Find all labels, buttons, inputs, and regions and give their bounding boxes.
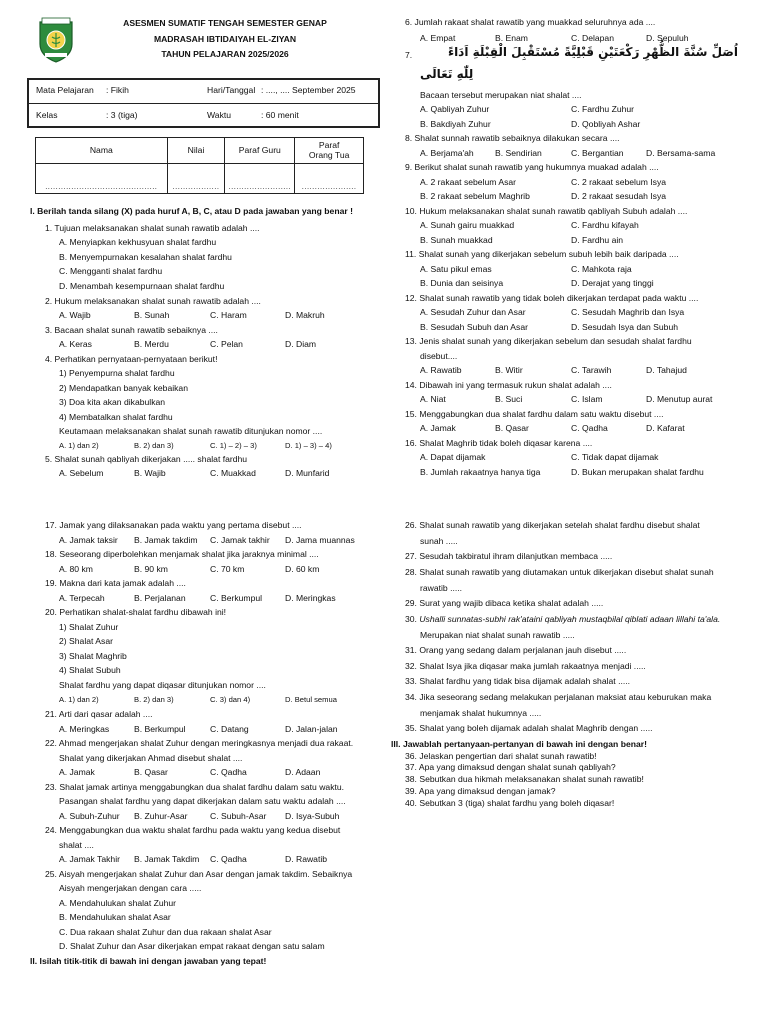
q11-option-a[interactable]: A. Satu pikul emas: [420, 264, 492, 274]
q10-option-a[interactable]: A. Sunah gairu muakkad: [420, 220, 515, 230]
q15-option-c[interactable]: C. Qadha: [571, 423, 608, 433]
q23-option-b[interactable]: B. Zuhur-Asar: [134, 811, 188, 821]
q20-statement-4: 4) Shalat Subuh: [59, 665, 121, 675]
grade-table: [35, 137, 364, 194]
q15-option-d[interactable]: D. Kafarat: [646, 423, 685, 433]
q24-option-a[interactable]: A. Jamak Takhir: [59, 854, 120, 864]
q4-prompt: Keutamaan melaksanakan shalat sunah rawatib ditunjukan nomor ....: [59, 426, 323, 436]
score-header: Nilai: [167, 138, 225, 164]
question-11: 11. Shalat sunah yang dikerjakan sebelum subuh lebih baik daripada ....: [405, 249, 679, 259]
date-label: Hari/Tanggal: [207, 85, 256, 95]
question-23-cont: Pasangan shalat fardhu yang dapat dikerjakan dalam satu waktu adalah ....: [59, 796, 346, 806]
q7-option-d[interactable]: D. Qobliyah Ashar: [571, 119, 641, 129]
q22-option-b[interactable]: B. Qasar: [134, 767, 168, 777]
question-13-cont: disebut....: [420, 351, 458, 361]
q8-option-d[interactable]: D. Bersama-sama: [646, 148, 716, 158]
q13-option-c[interactable]: C. Tarawih: [571, 365, 612, 375]
parent-sign-blank[interactable]: .....................: [295, 164, 364, 194]
q6-option-a[interactable]: A. Empat: [420, 33, 456, 43]
question-23: 23. Shalat jamak artinya menggabungkan dua shalat fardhu dalam satu waktu.: [45, 782, 345, 792]
question-21: 21. Arti dari qasar adalah ....: [45, 709, 153, 719]
q14-option-a[interactable]: A. Niat: [420, 394, 446, 404]
q4-statement-4: 4) Membatalkan shalat fardhu: [59, 412, 173, 422]
date-value: : ...., .... September 2025: [261, 85, 356, 95]
q18-option-c[interactable]: C. 70 km: [210, 564, 245, 574]
question-2: 2. Hukum melaksanakan shalat sunah rawatib adalah ....: [45, 296, 261, 306]
q12-option-a[interactable]: A. Sesudah Zuhur dan Asar: [420, 307, 526, 317]
time-label: Waktu: [207, 110, 232, 120]
question-17: 17. Jamak yang dilaksanakan pada waktu yang pertama disebut ....: [45, 520, 302, 530]
q17-option-a[interactable]: A. Jamak taksir: [59, 535, 118, 545]
q13-option-d[interactable]: D. Tahajud: [646, 365, 687, 375]
q9-option-a[interactable]: A. 2 rakaat sebelum Asar: [420, 177, 517, 187]
q1-option-c[interactable]: C. Mengganti shalat fardhu: [59, 266, 163, 276]
q12-option-c[interactable]: C. Sesudah Maghrib dan Isya: [571, 307, 685, 317]
q25-option-b[interactable]: B. Mendahulukan shalat Asar: [59, 912, 171, 922]
q23-option-a[interactable]: A. Subuh-Zuhur: [59, 811, 120, 821]
class-label: Kelas: [36, 110, 58, 120]
q18-option-d[interactable]: D. 60 km: [285, 564, 320, 574]
q15-option-a[interactable]: A. Jamak: [420, 423, 456, 433]
question-34-cont: menjamak shalat hukumnya .....: [420, 708, 542, 718]
q13-option-a[interactable]: A. Rawatib: [420, 365, 462, 375]
q5-option-a[interactable]: A. Sebelum: [59, 468, 104, 478]
q20-statement-2: 2) Shalat Asar: [59, 636, 113, 646]
academic-year: TAHUN PELAJARAN 2025/2026: [161, 49, 289, 59]
q21-option-c[interactable]: C. Datang: [210, 724, 249, 734]
q10-option-c[interactable]: C. Fardhu kifayah: [571, 220, 639, 230]
question-25-cont: Aisyah mengerjakan dengan cara .....: [59, 883, 202, 893]
q24-option-c[interactable]: C. Qadha: [210, 854, 247, 864]
question-7-number: 7.: [405, 50, 413, 60]
q8-option-b[interactable]: B. Sendirian: [495, 148, 542, 158]
time-value: : 60 menit: [261, 110, 299, 120]
teacher-sign-blank[interactable]: ........................: [225, 164, 295, 194]
question-3: 3. Bacaan shalat sunah rawatib sebaiknya ....: [45, 325, 218, 335]
q7-arabic-line-1: اُصَلِّ سُنَّةَ الظُّهْرِ رَكْعَتَيْنِ قَبْلِيَّةً مُسْتَقْبِلَ الْقِبْلَةِ اَدَاءً: [447, 45, 738, 59]
question-30: 30. Ushalli sunnatas-subhi rak'ataini qabliyah mustaqbilal qiblati adaan lillahi ta'ala.: [405, 614, 721, 624]
question-13: 13. Jenis shalat sunah yang dikerjakan sebelum dan sesudah shalat fardhu: [405, 336, 692, 346]
q2-option-d[interactable]: D. Makruh: [285, 310, 325, 320]
question-40: 40. Sebutkan 3 (tiga) shalat fardhu yang boleh diqasar!: [405, 798, 615, 808]
q18-option-b[interactable]: B. 90 km: [134, 564, 168, 574]
question-28: 28. Shalat sunah rawatib yang diutamakan untuk dikerjakan disebut shalat sunah: [405, 567, 714, 577]
question-33: 33. Shalat fardhu yang tidak bisa dijamak adalah shalat .....: [405, 676, 631, 686]
q4-statement-3: 3) Doa kita akan dikabulkan: [59, 397, 166, 407]
q19-option-c[interactable]: C. Berkumpul: [210, 593, 263, 603]
q7-option-c[interactable]: C. Fardhu Zuhur: [571, 104, 635, 114]
question-5: 5. Shalat sunah qabliyah dikerjakan ..... shalat fardhu: [45, 454, 248, 464]
q1-option-a[interactable]: A. Menyiapkan kekhusyuan shalat fardhu: [59, 237, 217, 247]
q4-statement-1: 1) Penyempurna shalat fardhu: [59, 368, 175, 378]
q14-option-b[interactable]: B. Suci: [495, 394, 523, 404]
q23-option-c[interactable]: C. Subuh-Asar: [210, 811, 267, 821]
q16-option-a[interactable]: A. Dapat dijamak: [420, 452, 486, 462]
q14-option-c[interactable]: C. Islam: [571, 394, 603, 404]
question-32: 32. Shalat Isya jika diqasar maka jumlah rakaatnya menjadi .....: [405, 661, 646, 671]
q18-option-a[interactable]: A. 80 km: [59, 564, 93, 574]
q4-option-a[interactable]: A. 1) dan 2): [59, 441, 99, 450]
q10-option-d[interactable]: D. Fardhu ain: [571, 235, 624, 245]
q5-option-b[interactable]: B. Wajib: [134, 468, 166, 478]
subject-value: : Fikih: [106, 85, 129, 95]
question-19: 19. Makna dari kata jamak adalah ....: [45, 578, 186, 588]
question-27: 27. Sesudah takbiratul ihram dilanjutkan membaca .....: [405, 551, 613, 561]
question-39: 39. Apa yang dimaksud dengan jamak?: [405, 786, 556, 796]
q13-option-b[interactable]: B. Witir: [495, 365, 523, 375]
question-36: 36. Jelaskan pengertian dari shalat sunah rawatib!: [405, 751, 597, 761]
q6-option-c[interactable]: C. Delapan: [571, 33, 614, 43]
q7-prompt: Bacaan tersebut merupakan niat shalat ....: [420, 90, 582, 100]
q19-option-a[interactable]: A. Terpecah: [59, 593, 105, 603]
q17-option-b[interactable]: B. Jamak takdim: [134, 535, 198, 545]
q16-option-b[interactable]: B. Jumlah rakaatnya hanya tiga: [420, 467, 541, 477]
q9-option-c[interactable]: C. 2 rakaat sebelum Isya: [571, 177, 667, 187]
q6-option-b[interactable]: B. Enam: [495, 33, 528, 43]
q20-statement-1: 1) Shalat Zuhur: [59, 622, 119, 632]
q2-option-c[interactable]: C. Haram: [210, 310, 247, 320]
score-blank[interactable]: ..................: [167, 164, 225, 194]
question-34: 34. Jika seseorang sedang melakukan perjalanan maksiat atau keburukan maka: [405, 692, 712, 702]
q25-option-c[interactable]: C. Dua rakaan shalat Zuhur dan dua rakaan shalat Asar: [59, 927, 272, 937]
question-35: 35. Shalat yang boleh dijamak adalah shalat Maghrib dengan .....: [405, 723, 653, 733]
q7-arabic-line-2: لِلّٰهِ تَعَالَى: [420, 67, 474, 81]
exam-title: ASESMEN SUMATIF TENGAH SEMESTER GENAP: [123, 18, 327, 28]
q1-option-b[interactable]: B. Menyempurnakan kesalahan shalat fardhu: [59, 252, 232, 262]
q23-option-d[interactable]: D. Isya-Subuh: [285, 811, 340, 821]
school-logo: [38, 16, 74, 64]
question-28-cont: rawatib .....: [420, 583, 463, 593]
q15-option-b[interactable]: B. Qasar: [495, 423, 529, 433]
q9-option-b[interactable]: B. 2 rakaat sebelum Maghrib: [420, 191, 530, 201]
q7-option-b[interactable]: B. Bakdiyah Zuhur: [420, 119, 491, 129]
question-20: 20. Perhatikan shalat-shalat fardhu dibawah ini!: [45, 607, 227, 617]
q20-option-b[interactable]: B. 2) dan 3): [134, 695, 174, 704]
q30-italic-niat: Ushalli sunnatas-subhi rak'ataini qabliyah mustaqbilal qiblati adaan lillahi ta'ala.: [419, 614, 721, 624]
q8-option-c[interactable]: C. Bergantian: [571, 148, 624, 158]
question-9: 9. Berikut shalat sunah rawatib yang hukumnya muakad adalah ....: [405, 162, 659, 172]
q25-option-d[interactable]: D. Shalat Zuhur dan Asar dikerjakan empat rakaat dengan satu salam: [59, 941, 325, 951]
q14-option-d[interactable]: D. Menutup aurat: [646, 394, 713, 404]
q4-option-b[interactable]: B. 2) dan 3): [134, 441, 174, 450]
q4-option-d[interactable]: D. 1) – 3) – 4): [285, 441, 332, 450]
question-12: 12. Shalat sunah rawatib yang tidak boleh dikerjakan terdapat pada waktu ....: [405, 293, 699, 303]
q4-option-c[interactable]: C. 1) – 2) – 3): [210, 441, 257, 450]
question-26-cont: sunah .....: [420, 536, 458, 546]
question-1: 1. Tujuan melaksanakan shalat sunah rawatib adalah ....: [45, 223, 260, 233]
q10-option-b[interactable]: B. Sunah muakkad: [420, 235, 493, 245]
section-1-instruction: I. Berilah tanda silang (X) pada huruf A, B, C, atau D pada jawaban yang benar !: [30, 206, 353, 216]
q5-option-d[interactable]: D. Munfarid: [285, 468, 330, 478]
q6-option-d[interactable]: D. Sepuluh: [646, 33, 689, 43]
question-38: 38. Sebutkan dua hikmah melaksanakan shalat sunah rawatib!: [405, 774, 644, 784]
q11-option-c[interactable]: C. Mahkota raja: [571, 264, 632, 274]
q20-prompt: Shalat fardhu yang dapat diqasar ditunjukan nomor ....: [59, 680, 266, 690]
q21-option-d[interactable]: D. Jalan-jalan: [285, 724, 338, 734]
question-30-cont: Merupakan niat shalat sunah rawatib .....: [420, 630, 575, 640]
question-22: 22. Ahmad mengerjakan shalat Zuhur dengan meringkasnya menjadi dua rakaat.: [45, 738, 354, 748]
section-3-instruction: III. Jawablah pertanyaan-pertanyan di bawah ini dengan benar!: [391, 739, 647, 749]
q3-option-a[interactable]: A. Keras: [59, 339, 92, 349]
question-26: 26. Shalat sunah rawatib yang dikerjakan setelah shalat fardhu disebut shalat: [405, 520, 700, 530]
q3-option-c[interactable]: C. Pelan: [210, 339, 243, 349]
question-31: 31. Orang yang sedang dalam perjalanan jauh disebut .....: [405, 645, 627, 655]
name-header: Nama: [36, 138, 168, 164]
q19-option-b[interactable]: B. Perjalanan: [134, 593, 186, 603]
q17-option-d[interactable]: D. Jama muannas: [285, 535, 355, 545]
q11-option-d[interactable]: D. Derajat yang tinggi: [571, 278, 654, 288]
q16-option-c[interactable]: C. Tidak dapat dijamak: [571, 452, 659, 462]
q22-option-c[interactable]: C. Qadha: [210, 767, 247, 777]
q20-option-c[interactable]: C. 3) dan 4): [210, 695, 251, 704]
q20-option-d[interactable]: D. Betul semua: [285, 695, 337, 704]
q17-option-c[interactable]: C. Jamak takhir: [210, 535, 270, 545]
parent-sign-header: Paraf Orang Tua: [295, 138, 364, 164]
teacher-sign-header: Paraf Guru: [225, 138, 295, 164]
q16-option-d[interactable]: D. Bukan merupakan shalat fardhu: [571, 467, 704, 477]
exam-info-box: [27, 78, 380, 128]
q5-option-c[interactable]: C. Muakkad: [210, 468, 256, 478]
q2-option-a[interactable]: A. Wajib: [59, 310, 91, 320]
question-8: 8. Shalat sunnah rawatib sebaiknya dilakukan secara ....: [405, 133, 620, 143]
q21-option-a[interactable]: A. Meringkas: [59, 724, 110, 734]
q22-option-a[interactable]: A. Jamak: [59, 767, 95, 777]
q25-option-a[interactable]: A. Mendahulukan shalat Zuhur: [59, 898, 177, 908]
q19-option-d[interactable]: D. Meringkas: [285, 593, 336, 603]
q12-option-d[interactable]: D. Sesudah Isya dan Subuh: [571, 322, 679, 332]
q22-option-d[interactable]: D. Adaan: [285, 767, 321, 777]
question-24-cont: shalat ....: [59, 840, 94, 850]
question-29: 29. Surat yang wajib dibaca ketika shalat adalah .....: [405, 598, 604, 608]
q24-option-b[interactable]: B. Jamak Takdim: [134, 854, 200, 864]
question-37: 37. Apa yang dimaksud dengan shalat sunah qabliyah?: [405, 762, 616, 772]
question-10: 10. Hukum melaksanakan shalat sunah rawatib qabliyah Subuh adalah ....: [405, 206, 688, 216]
question-15: 15. Menggabungkan dua shalat fardhu dalam satu waktu disebut ....: [405, 409, 664, 419]
section-2-instruction: II. Isilah titik-titik di bawah ini dengan jawaban yang tepat!: [30, 956, 267, 966]
q1-option-d[interactable]: D. Menambah kesempurnaan shalat fardhu: [59, 281, 225, 291]
class-value: : 3 (tiga): [106, 110, 138, 120]
question-14: 14. Dibawah ini yang termasuk rukun shalat adalah ....: [405, 380, 612, 390]
school-name: MADRASAH IBTIDAIYAH EL-ZIYAN: [153, 34, 297, 44]
q9-option-d[interactable]: D. 2 rakaat sesudah Isya: [571, 191, 667, 201]
question-6: 6. Jumlah rakaat shalat rawatib yang muakkad seluruhnya ada ....: [405, 17, 656, 27]
q20-option-a[interactable]: A. 1) dan 2): [59, 695, 99, 704]
q8-option-a[interactable]: A. Berjama'ah: [420, 148, 474, 158]
q4-statement-2: 2) Mendapatkan banyak kebaikan: [59, 383, 188, 393]
question-4: 4. Perhatikan pernyataan-pernyataan berikut!: [45, 354, 218, 364]
question-24: 24. Menggabungkan dua waktu shalat fardhu pada waktu yang kedua disebut: [45, 825, 341, 835]
q20-statement-3: 3) Shalat Maghrib: [59, 651, 127, 661]
name-blank[interactable]: ...........................................: [36, 164, 168, 194]
q12-option-b[interactable]: B. Sesudah Subuh dan Asar: [420, 322, 528, 332]
q21-option-b[interactable]: B. Berkumpul: [134, 724, 186, 734]
question-22-cont: Shalat yang dikerjakan Ahmad disebut shalat ....: [59, 753, 243, 763]
q3-option-d[interactable]: D. Diam: [285, 339, 317, 349]
q24-option-d[interactable]: D. Rawatib: [285, 854, 328, 864]
question-16: 16. Shalat Maghrib tidak boleh diqasar karena ....: [405, 438, 593, 448]
q3-option-b[interactable]: B. Merdu: [134, 339, 169, 349]
subject-label: Mata Pelajaran: [36, 85, 94, 95]
q11-option-b[interactable]: B. Dunia dan seisinya: [420, 278, 504, 288]
question-25: 25. Aisyah mengerjakan shalat Zuhur dan Asar dengan jamak takdim. Sebaiknya: [45, 869, 353, 879]
question-18: 18. Seseorang diperbolehkan menjamak shalat jika jaraknya minimal ....: [45, 549, 319, 559]
q2-option-b[interactable]: B. Sunah: [134, 310, 170, 320]
q7-option-a[interactable]: A. Qabliyah Zuhur: [420, 104, 490, 114]
